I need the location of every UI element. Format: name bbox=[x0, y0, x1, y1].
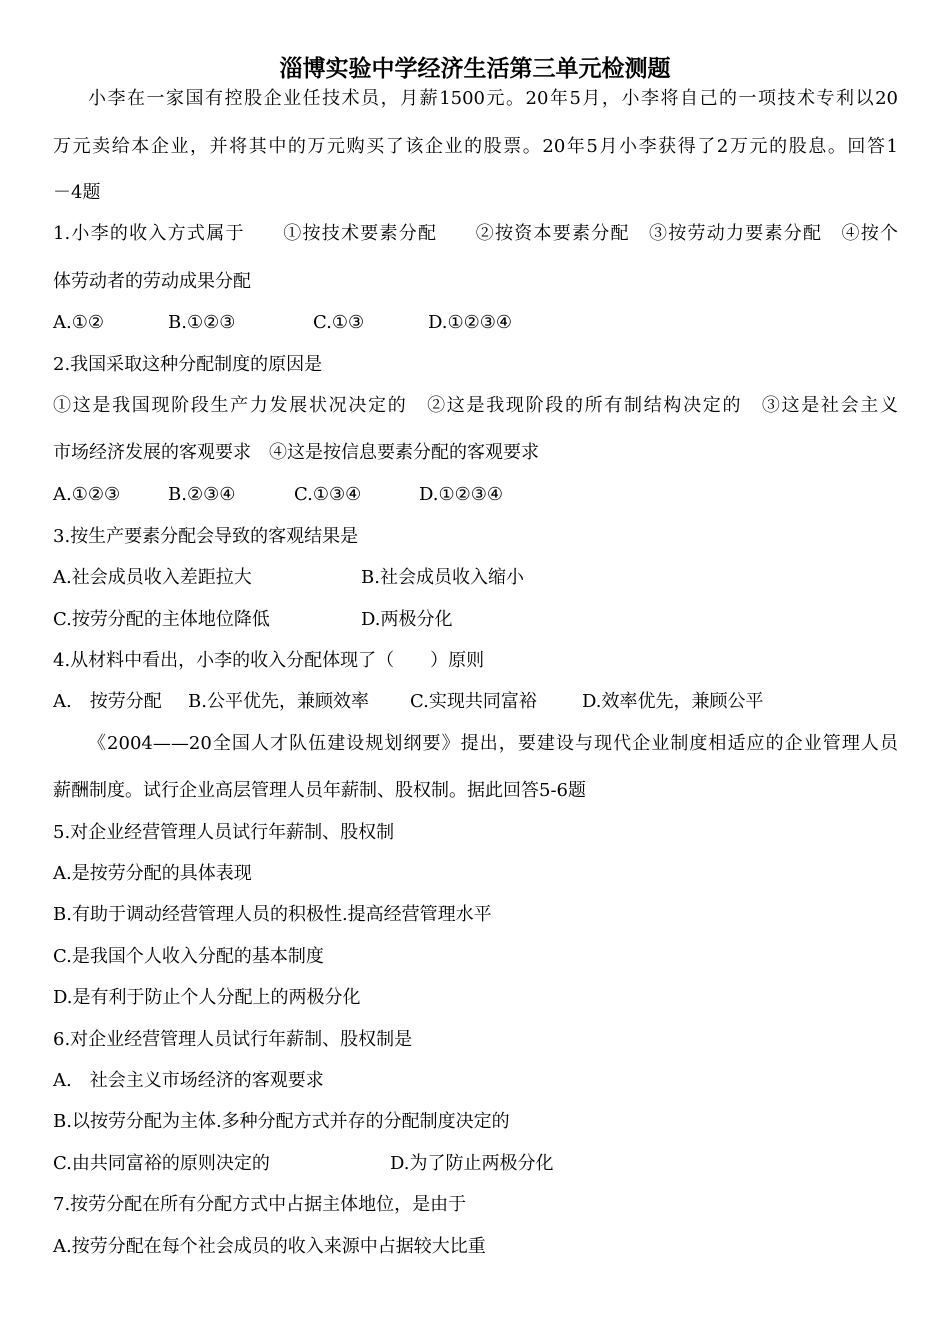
q2-option-d: D.①②③④ bbox=[419, 484, 504, 505]
q1-option-a: A.①② bbox=[53, 312, 104, 333]
q3-option-d: D.两极分化 bbox=[361, 609, 453, 630]
question-2-line-1: ①这是我国现阶段生产力发展状况决定的 ②这是我现阶段的所有制结构决定的 ③这是社会主义 bbox=[53, 395, 898, 416]
question-7-stem: 7.按劳分配在所有分配方式中占据主体地位，是由于 bbox=[53, 1194, 467, 1215]
q4-option-a: A. 按劳分配 bbox=[53, 691, 162, 712]
page-title: 淄博实验中学经济生活第三单元检测题 bbox=[279, 56, 671, 82]
q2-option-a: A.①②③ bbox=[53, 484, 121, 505]
q2-option-b: B.②③④ bbox=[168, 484, 236, 505]
q1-option-b: B.①②③ bbox=[168, 312, 236, 333]
question-2-stem: 2.我国采取这种分配制度的原因是 bbox=[53, 354, 323, 375]
intro-line-1: 小李在一家国有控股企业任技术员，月薪1500元。20年5月，小李将自己的一项技术专利以20 bbox=[88, 88, 898, 109]
question-4-stem: 4.从材料中看出，小李的收入分配体现了（ ）原则 bbox=[53, 650, 485, 671]
q5-option-c: C.是我国个人收入分配的基本制度 bbox=[53, 946, 324, 967]
q3-option-b: B.社会成员收入缩小 bbox=[361, 567, 524, 588]
q2-option-c: C.①③④ bbox=[294, 484, 362, 505]
question-6-stem: 6.对企业经营管理人员试行年薪制、股权制是 bbox=[53, 1029, 413, 1050]
q3-option-c: C.按劳分配的主体地位降低 bbox=[53, 609, 270, 630]
material-2-line-1: 《2004——20全国人才队伍建设规划纲要》提出，要建设与现代企业制度相适应的企业管理人员 bbox=[88, 733, 898, 754]
q7-option-a: A.按劳分配在每个社会成员的收入来源中占据较大比重 bbox=[53, 1236, 486, 1257]
question-5-stem: 5.对企业经营管理人员试行年薪制、股权制 bbox=[53, 822, 395, 843]
question-2-line-2: 市场经济发展的客观要求 ④这是按信息要素分配的客观要求 bbox=[53, 442, 539, 463]
intro-line-3: －4题 bbox=[53, 182, 101, 203]
question-1-stem: 1.小李的收入方式属于 ①按技术要素分配 ②按资本要素分配 ③按劳动力要素分配 ④按个 bbox=[53, 223, 898, 244]
q6-option-b: B.以按劳分配为主体.多种分配方式并存的分配制度决定的 bbox=[53, 1111, 510, 1132]
q4-option-b: B.公平优先，兼顾效率 bbox=[188, 691, 369, 712]
intro-line-2: 万元卖给本企业，并将其中的万元购买了该企业的股票。20年5月小李获得了2万元的股息。回答1 bbox=[53, 136, 898, 157]
question-1-stem-cont: 体劳动者的劳动成果分配 bbox=[53, 271, 251, 292]
q6-option-d: D.为了防止两极分化 bbox=[390, 1153, 554, 1174]
q5-option-b: B.有助于调动经营管理人员的积极性.提高经营管理水平 bbox=[53, 904, 492, 925]
q3-option-a: A.社会成员收入差距拉大 bbox=[53, 567, 252, 588]
q1-option-c: C.①③ bbox=[313, 312, 365, 333]
q1-option-d: D.①②③④ bbox=[428, 312, 513, 333]
q4-option-d: D.效率优先，兼顾公平 bbox=[582, 691, 764, 712]
material-2-line-2: 薪酬制度。试行企业高层管理人员年薪制、股权制。据此回答5-6题 bbox=[53, 780, 586, 801]
q6-option-c: C.由共同富裕的原则决定的 bbox=[53, 1153, 270, 1174]
q5-option-a: A.是按劳分配的具体表现 bbox=[53, 863, 252, 884]
q4-option-c: C.实现共同富裕 bbox=[410, 691, 537, 712]
q5-option-d: D.是有利于防止个人分配上的两极分化 bbox=[53, 987, 361, 1008]
question-3-stem: 3.按生产要素分配会导致的客观结果是 bbox=[53, 526, 359, 547]
q6-option-a: A. 社会主义市场经济的客观要求 bbox=[53, 1070, 324, 1091]
